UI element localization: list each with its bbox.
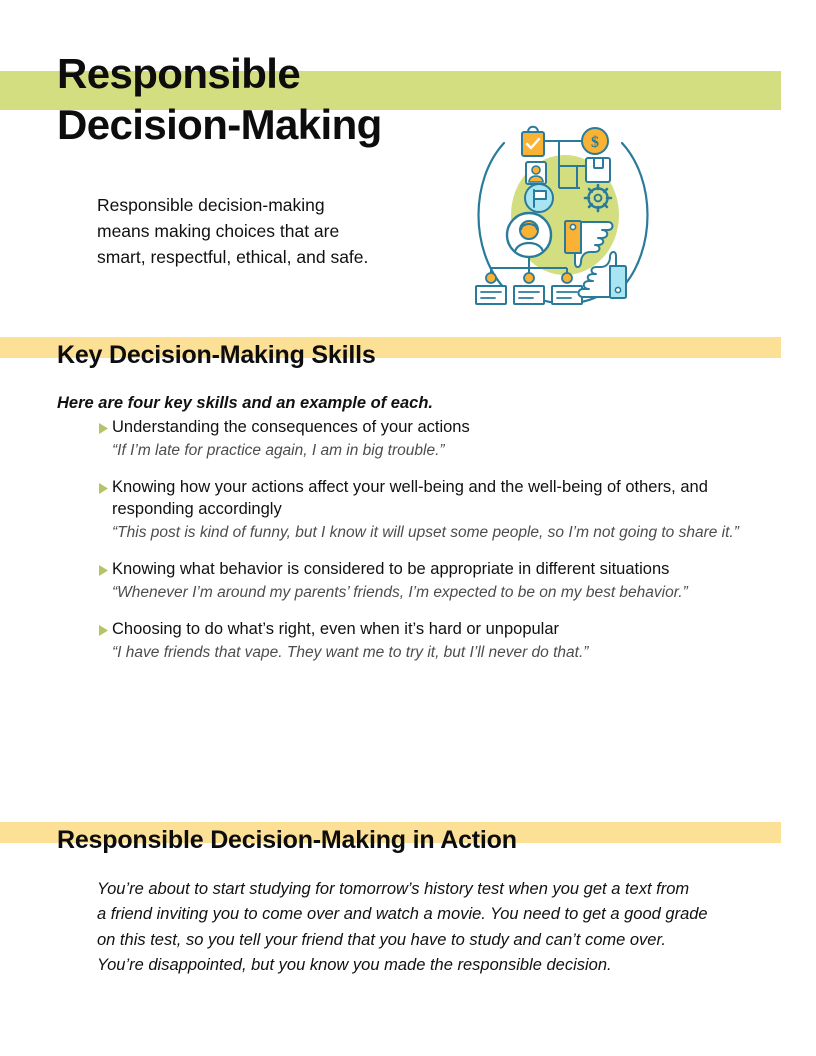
page-title-line-2: Decision-Making xyxy=(57,101,382,149)
box-icon xyxy=(586,158,610,182)
intro-line-3: smart, respectful, ethical, and safe. xyxy=(97,246,369,267)
bullet-arrow-icon xyxy=(99,423,108,434)
skill-label: Understanding the consequences of your actions xyxy=(112,418,470,436)
responsible-decision-making-illustration xyxy=(462,118,658,314)
skill-label: Knowing what behavior is considered to be appropriate in different situations xyxy=(112,560,670,578)
skill-label: Knowing how your actions affect your well-being and the well-being of others, and responding accordingly xyxy=(112,478,708,518)
flag-circle-icon xyxy=(525,184,553,212)
svg-text:$: $ xyxy=(591,134,599,151)
scenario-line-3: on this test, so you tell your friend that you have to study and can’t come over. xyxy=(97,930,666,949)
intro-paragraph xyxy=(97,192,437,270)
skill-example: “If I’m late for practice again, I am in big trouble.” xyxy=(112,442,445,459)
intro-line-1: Responsible decision-making xyxy=(97,194,325,215)
skill-label: Choosing to do what’s right, even when it’s hard or unpopular xyxy=(112,620,560,638)
section-heading-in-action: Responsible Decision-Making in Action xyxy=(57,825,517,854)
scenario-line-4: You’re disappointed, but you know you made the responsible decision. xyxy=(97,956,612,974)
shopping-bag-check-icon xyxy=(522,127,544,156)
list-item xyxy=(99,476,739,544)
intro-line-2: means making choices that are xyxy=(97,220,340,241)
page-title-line-1: Responsible xyxy=(57,50,301,98)
person-badge-icon xyxy=(526,162,546,184)
scenario-line-2: a friend inviting you to come over and watch a movie. You need to get a good grade xyxy=(97,905,708,923)
list-item xyxy=(99,416,739,462)
bullet-arrow-icon xyxy=(99,483,108,494)
skill-example: “I have friends that vape. They want me to try it, but I’ll never do that.” xyxy=(112,644,589,661)
bullet-arrow-icon xyxy=(99,625,108,636)
dollar-coin-icon xyxy=(582,128,608,154)
user-avatar-circle-icon xyxy=(507,213,551,257)
skills-list xyxy=(99,416,739,678)
outer-arc-left xyxy=(479,143,505,288)
scenario-line-1: You’re about to start studying for tomorrow’s history test when you get a text from xyxy=(97,879,690,898)
skill-example: “This post is kind of funny, but I know it will upset some people, so I’m not going to share it.” xyxy=(112,524,739,541)
list-item xyxy=(99,618,739,664)
skills-lead-in: Here are four key skills and an example of each. xyxy=(57,393,434,412)
bullet-arrow-icon xyxy=(99,565,108,576)
section-heading-key-skills: Key Decision-Making Skills xyxy=(57,340,376,369)
list-item xyxy=(99,558,739,604)
scenario-paragraph xyxy=(97,877,742,979)
skill-example: “Whenever I’m around my parents’ friends, I’m expected to be on my best behavior.” xyxy=(112,584,688,601)
